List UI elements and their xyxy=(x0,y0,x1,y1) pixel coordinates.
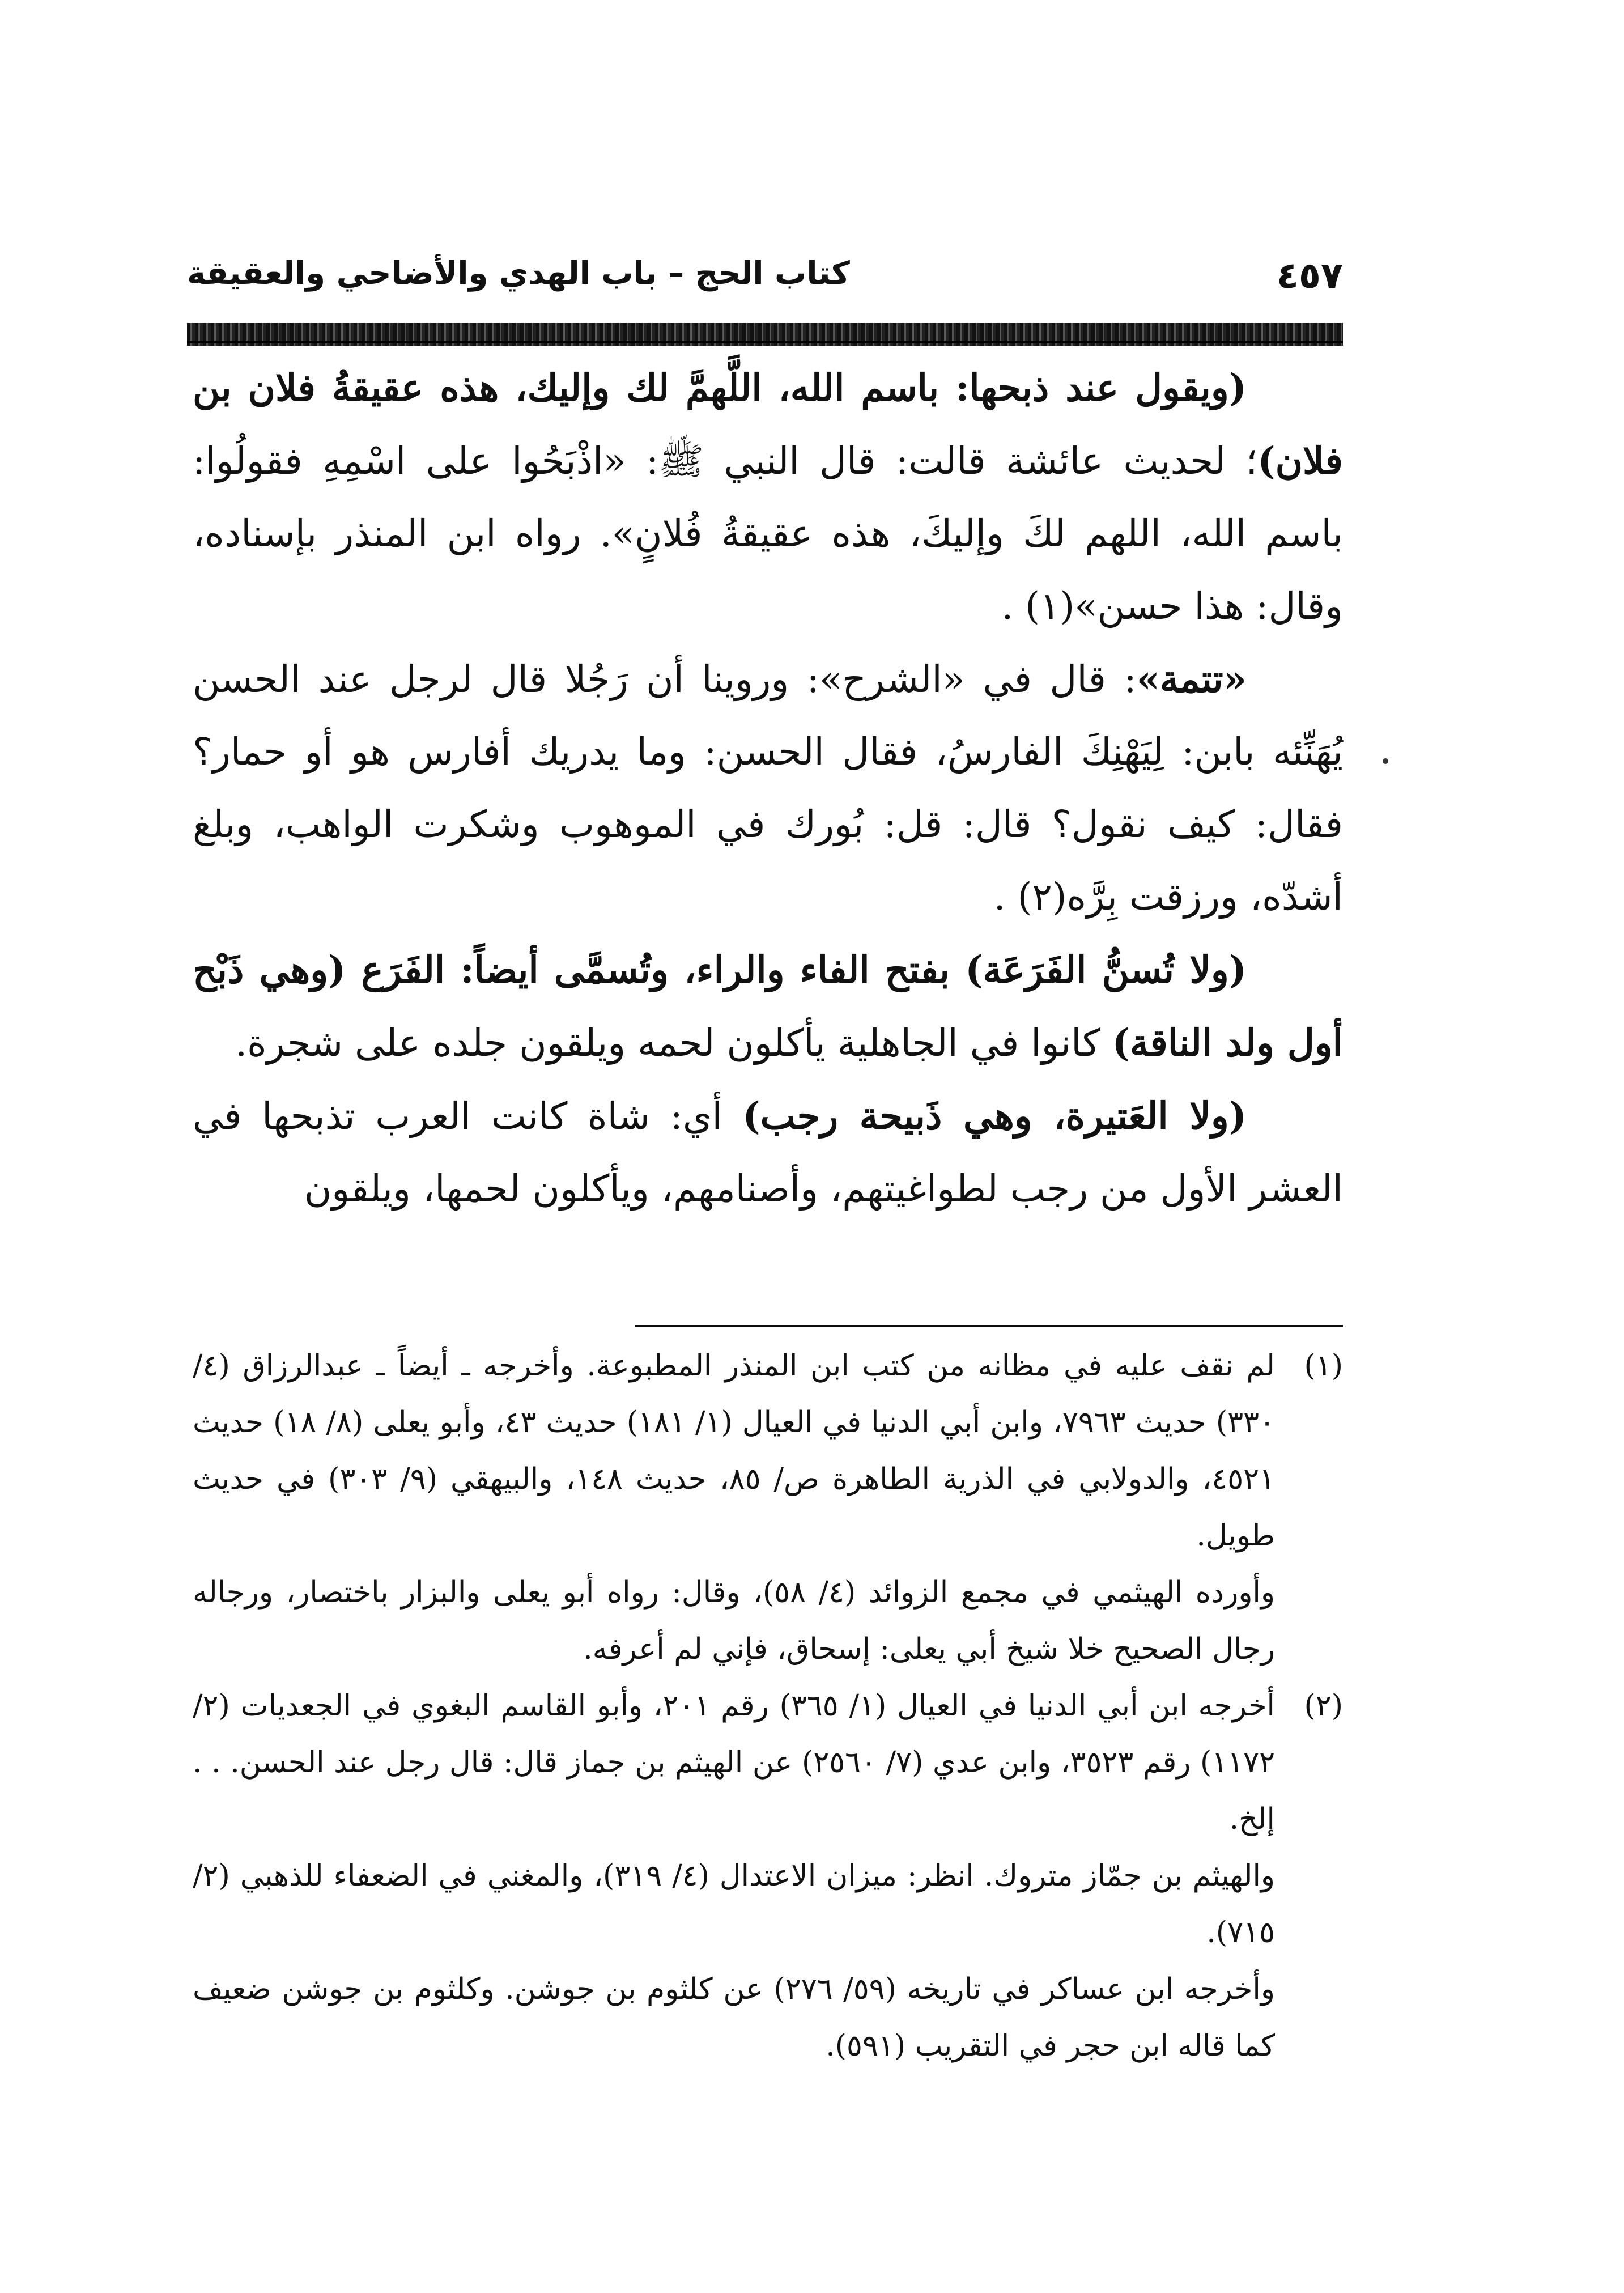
paragraph-3-bold: (ولا تُسنُّ الفَرَعَة) بفتح الفاء والراء، وتُسمَّى أيضاً: الفَرَع (وهي ذَبْح أول ولد الناقة) xyxy=(193,948,1343,1065)
footnote-line: وأخرجه ابن عساكر في تاريخه (٥٩/ ٢٧٦) عن كلثوم بن جوشن. وكلثوم بن جوشن ضعيف كما قاله ابن حجر في التقريب (٥٩١). xyxy=(193,1972,1275,2063)
paragraph-2-bold: «تتمة» xyxy=(1136,657,1247,701)
footnote-line: والهيثم بن جمّاز متروك. انظر: ميزان الاعتدال (٤/ ٣١٩)، والمغني في الضعفاء للذهبي (٢/ ٧١٥). xyxy=(193,1859,1276,1950)
stray-mark xyxy=(1383,758,1388,764)
footnote-2 xyxy=(193,1678,1343,2074)
footnote-separator xyxy=(635,1325,1343,1327)
header-rule xyxy=(187,323,1343,346)
page-header xyxy=(187,249,1343,312)
paragraph-4-text: أي: شاة كانت العرب تذبحها في العشر الأول من رجب لطواغيتهم، وأصنامهم، ويأكلون لحمها، ويلقون xyxy=(193,1094,1343,1211)
paragraph-1 xyxy=(193,351,1343,643)
paragraph-4 xyxy=(193,1080,1343,1225)
footnote-line: لم نقف عليه في مظانه من كتب ابن المنذر المطبوعة. وأخرجه ـ أيضاً ـ عبدالرزاق (٤/ ٣٣٠) حديث ٧٩٦٣، وابن أبي الدنيا في العيال (١/ ١٨١) حديث ٤٣، وأبو يعلى (٨/ ١٨) حديث ٤٥٢١، والدولابي في الذرية الطاهرة ص/ ٨٥، حديث ١٤٨، والبيهقي (٩/ ٣٠٣) في حديث طويل. xyxy=(193,1349,1276,1553)
footnote-1 xyxy=(193,1337,1343,1678)
paragraph-2 xyxy=(193,643,1343,933)
paragraph-3-text: كانوا في الجاهلية يأكلون لحمه ويلقون جلده على شجرة. xyxy=(235,1021,1112,1065)
paragraph-4-bold: (ولا العَتيرة، وهي ذَبيحة رجب) xyxy=(742,1094,1247,1138)
footnote-number: (١) xyxy=(1304,1349,1343,1383)
footnotes xyxy=(193,1337,1343,2074)
running-title: كتاب الحج – باب الهدي والأضاحي والعقيقة xyxy=(187,255,850,292)
paragraph-2-text: : قال في «الشرح»: وروينا أن رَجُلا قال لرجل عند الحسن يُهَنِّئه بابن: لِيَهْنِكَ الفارسُ، فقال الحسن: وما يدريك أفارس هو أو حمار؟ فقال: كيف نقول؟ قال: قل: بُورك في الموهوب وشكرت الواهب، وبلغ أشدّه، ورزقت بِرَّه(٢) . xyxy=(193,657,1343,919)
footnote-line: وأورده الهيثمي في مجمع الزوائد (٤/ ٥٨)، وقال: رواه أبو يعلى والبزار باختصار، ورجاله رجال الصحيح خلا شيخ أبي يعلى: إسحاق، فإني لم أعرفه. xyxy=(193,1576,1275,1666)
footnote-number: (٢) xyxy=(1304,1689,1343,1723)
page-number: ٤٥٧ xyxy=(1276,255,1343,297)
paragraph-1-text: ؛ لحديث عائشة قالت: قال النبي ﷺ: «اذْبَحُوا على اسْمِهِ فقولُوا: باسم الله، اللهم لكَ وإليكَ، هذه عقيقةُ فُلانٍ». رواه ابن المنذر بإسناده، وقال: هذا حسن»(١) . xyxy=(193,439,1343,628)
paragraph-3 xyxy=(193,933,1343,1080)
paragraph-1-bold: (ويقول عند ذبحها: باسم الله، اللَّهمَّ لك وإليك، هذه عقيقةُ فلان بن فلان) xyxy=(193,366,1343,483)
main-text xyxy=(193,351,1343,1225)
footnote-line: أخرجه ابن أبي الدنيا في العيال (١/ ٣٦٥) رقم ٢٠١، وأبو القاسم البغوي في الجعديات (٢/ ١١٧٢) رقم ٣٥٢٣، وابن عدي (٧/ ٢٥٦٠) عن الهيثم بن جماز قال: قال رجل عند الحسن. . . إلخ. xyxy=(193,1689,1275,1836)
